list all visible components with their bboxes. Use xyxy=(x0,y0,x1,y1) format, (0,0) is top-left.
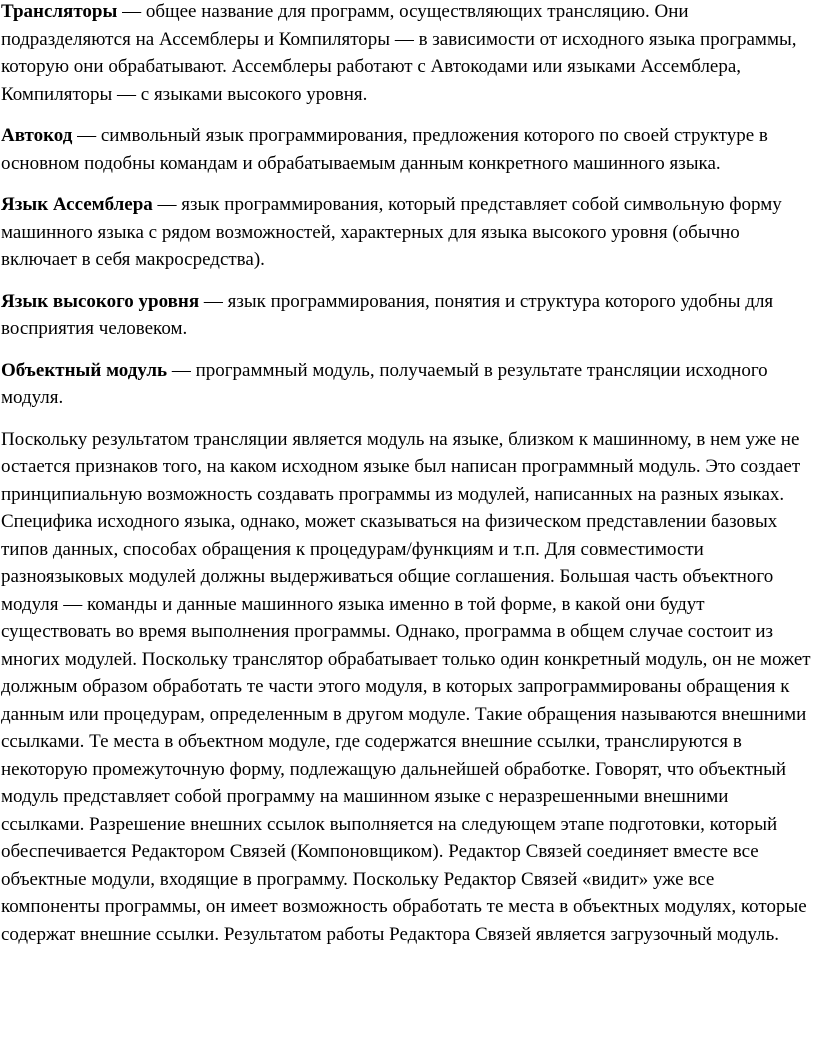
definition-assembler-language xyxy=(1,191,814,274)
definition-text: — общее название для программ, осуществляющих трансляцию. Они подразделяются на Ассемблеры и Компиляторы — в зависимости от исходного языка программы, которую они обрабатывают. Ассемблеры работают с Автокодами или языками Ассемблера, Компиляторы — с языками высокого уровня. xyxy=(1,1,797,105)
definition-term: Язык высокого уровня xyxy=(1,290,200,312)
definition-text: — язык программирования, который представляет собой символьную форму машинного языка с рядом возможностей, характерных для языка высокого уровня (обычно включает в себя макросредства). xyxy=(1,194,782,270)
definition-high-level-language xyxy=(1,288,814,343)
definition-term: Язык Ассемблера xyxy=(1,194,153,215)
definition-text: — язык программирования, понятия и структура которого удобны для восприятия человеком. xyxy=(1,290,774,339)
definition-term: Трансляторы xyxy=(1,1,118,22)
definition-translators xyxy=(1,0,814,108)
definition-text: — программный модуль, получаемый в результате трансляции исходного модуля. xyxy=(1,359,768,408)
definition-text: — символьный язык программирования, предложения которого по своей структуре в основном подобны командам и обрабатываемым данным конкретного машинного языка. xyxy=(1,125,768,174)
definition-term: Объектный модуль xyxy=(1,359,168,381)
definition-object-module xyxy=(1,357,814,412)
definition-term: Автокод xyxy=(1,125,73,146)
main-paragraph: Поскольку результатом трансляции является модуль на языке, близком к машинному, в нем уже не остается признаков того, на каком исходном языке был написан программный модуль. Это создает принципиальную возможность создавать программы из модулей, написанных на разных языках. Специфика исходного языка, однако, может сказываться на физическом представлении базовых типов данных, способах обращения к процедурам/функциям и т.п. Для совместимости разноязыковых модулей должны выдерживаться общие соглашения. Большая часть объектного модуля — команды и данные машинного языка именно в той форме, в какой они будут существовать во время выполнения программы. Однако, программа в общем случае состоит из многих модулей. Поскольку транслятор обрабатывает только один конкретный модуль, он не может должным образом обработать те части этого модуля, в которых запрограммированы обращения к данным или процедурам, определенным в другом модуле. Такие обращения называются внешними ссылками. Те места в объектном модуле, где содержатся внешние ссылки, транслируются в некоторую промежуточную форму, подлежащую дальнейшей обработке. Говорят, что объектный модуль представляет собой программу на машинном языке с неразрешенными внешними ссылками. Разрешение внешних ссылок выполняется на следующем этапе подготовки, который обеспечивается Редактором Связей (Компоновщиком). Редактор Связей соединяет вместе все объектные модули, входящие в программу. Поскольку Редактор Связей «видит» уже все компоненты программы, он имеет возможность обработать те места в объектных модулях, которые содержат внешние ссылки. Результатом работы Редактора Связей является загрузочный модуль. xyxy=(1,428,811,945)
definition-autocode xyxy=(1,122,814,177)
